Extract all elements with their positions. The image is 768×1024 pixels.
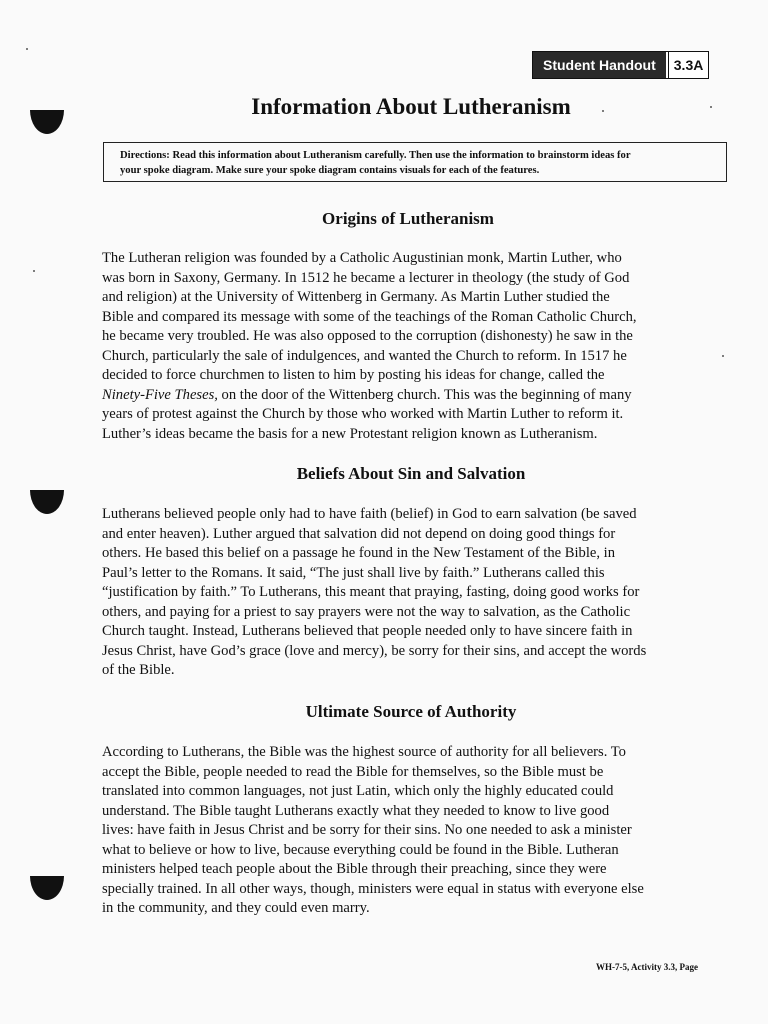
text-line: understand. The Bible taught Lutherans exactly what they needed to know to live good (102, 802, 610, 819)
section-text-authority (102, 743, 722, 919)
badge-label: Student Handout (533, 52, 668, 78)
text-line: was born in Saxony, Germany. In 1512 he became a lecturer in theology (the study of God (102, 269, 630, 286)
text-line: decided to force churchmen to listen to him by posting his ideas for change, called the (102, 367, 605, 384)
text-line: of the Bible. (102, 662, 175, 679)
scan-speck (722, 355, 724, 357)
punch-hole (30, 490, 64, 514)
directions-line: your spoke diagram. Make sure your spoke diagram contains visuals for each of the features. (120, 165, 540, 176)
text-line: specially trained. In all other ways, though, ministers were equal in status with everyone else (102, 880, 644, 897)
text-line: and enter heaven). Luther argued that salvation did not depend on doing good things for (102, 525, 616, 542)
student-handout-badge (532, 51, 709, 79)
text-line: he became very troubled. He was also opposed to the corruption (dishonesty) he saw in the (102, 328, 633, 345)
text-line: what to believe or how to live, because everything could be found in the Bible. Lutheran (102, 841, 619, 858)
text-line: The Lutheran religion was founded by a Catholic Augustinian monk, Martin Luther, who (102, 250, 622, 266)
text-line: Jesus Christ, have God’s grace (love and mercy), be sorry for their sins, and accept the words (102, 642, 647, 659)
punch-hole (30, 876, 64, 900)
scan-speck (33, 270, 35, 272)
text-line: Luther’s ideas became the basis for a new Protestant religion known as Lutheranism. (102, 425, 598, 442)
page-footer: WH-7-5, Activity 3.3, Page (596, 962, 698, 972)
text-line: Church taught. Instead, Lutherans believed that people needed only to have sincere faith in (102, 623, 633, 640)
text-line: in the community, and they could even marry. (102, 900, 370, 917)
text-line: lives: have faith in Jesus Christ and be sorry for their sins. No one needed to ask a minister (102, 822, 632, 839)
page-title: Information About Lutheranism (251, 94, 571, 119)
scan-speck (26, 48, 28, 50)
text-line: translated into common languages, not just Latin, which only the highly educated could (102, 783, 614, 800)
text-line: “justification by faith.” To Lutherans, this meant that praying, fasting, doing good works for (102, 584, 640, 601)
text-line: others. He based this belief on a passage he found in the New Testament of the Bible, in (102, 545, 616, 562)
section-text-origins (102, 249, 722, 444)
section-heading-authority: Ultimate Source of Authority (305, 702, 517, 721)
directions-line: Directions: Read this information about Lutheranism carefully. Then use the information to brainstorm ideas for (120, 150, 631, 161)
badge-number: 3.3A (668, 52, 709, 78)
section-text-beliefs (102, 505, 722, 681)
text-line: ministers helped teach people about the Bible through their preaching, since they were (102, 861, 607, 878)
directions-box (103, 142, 727, 182)
text-line: and religion) at the University of Wittenberg in Germany. As Martin Luther studied the (102, 289, 610, 306)
ninety-five-theses-italic: Ninety-Five Theses, (102, 386, 218, 403)
text-line: Lutherans believed people only had to have faith (belief) in God to earn salvation (be saved (102, 506, 637, 522)
text-fragment: on the door of the Wittenberg church. This was the beginning of many (217, 386, 632, 403)
section-heading-beliefs: Beliefs About Sin and Salvation (296, 464, 526, 483)
text-line: Paul’s letter to the Romans. It said, “The just shall live by faith.” Lutherans called this (102, 564, 605, 581)
text-line: Church, particularly the sale of indulgences, and wanted the Church to reform. In 1517 he (102, 347, 627, 364)
text-line (102, 386, 722, 406)
text-line: years of protest against the Church by those who worked with Martin Luther to reform it. (102, 406, 624, 423)
section-heading-origins: Origins of Lutheranism (322, 209, 494, 228)
text-line: others, and paying for a priest to say prayers were not the way to salvation, as the Catholic (102, 603, 631, 620)
text-line: Bible and compared its message with some of the teachings of the Roman Catholic Church, (102, 308, 637, 325)
text-line: According to Lutherans, the Bible was the highest source of authority for all believers. To (102, 744, 626, 760)
text-line: accept the Bible, people needed to read the Bible for themselves, so the Bible must be (102, 763, 604, 780)
